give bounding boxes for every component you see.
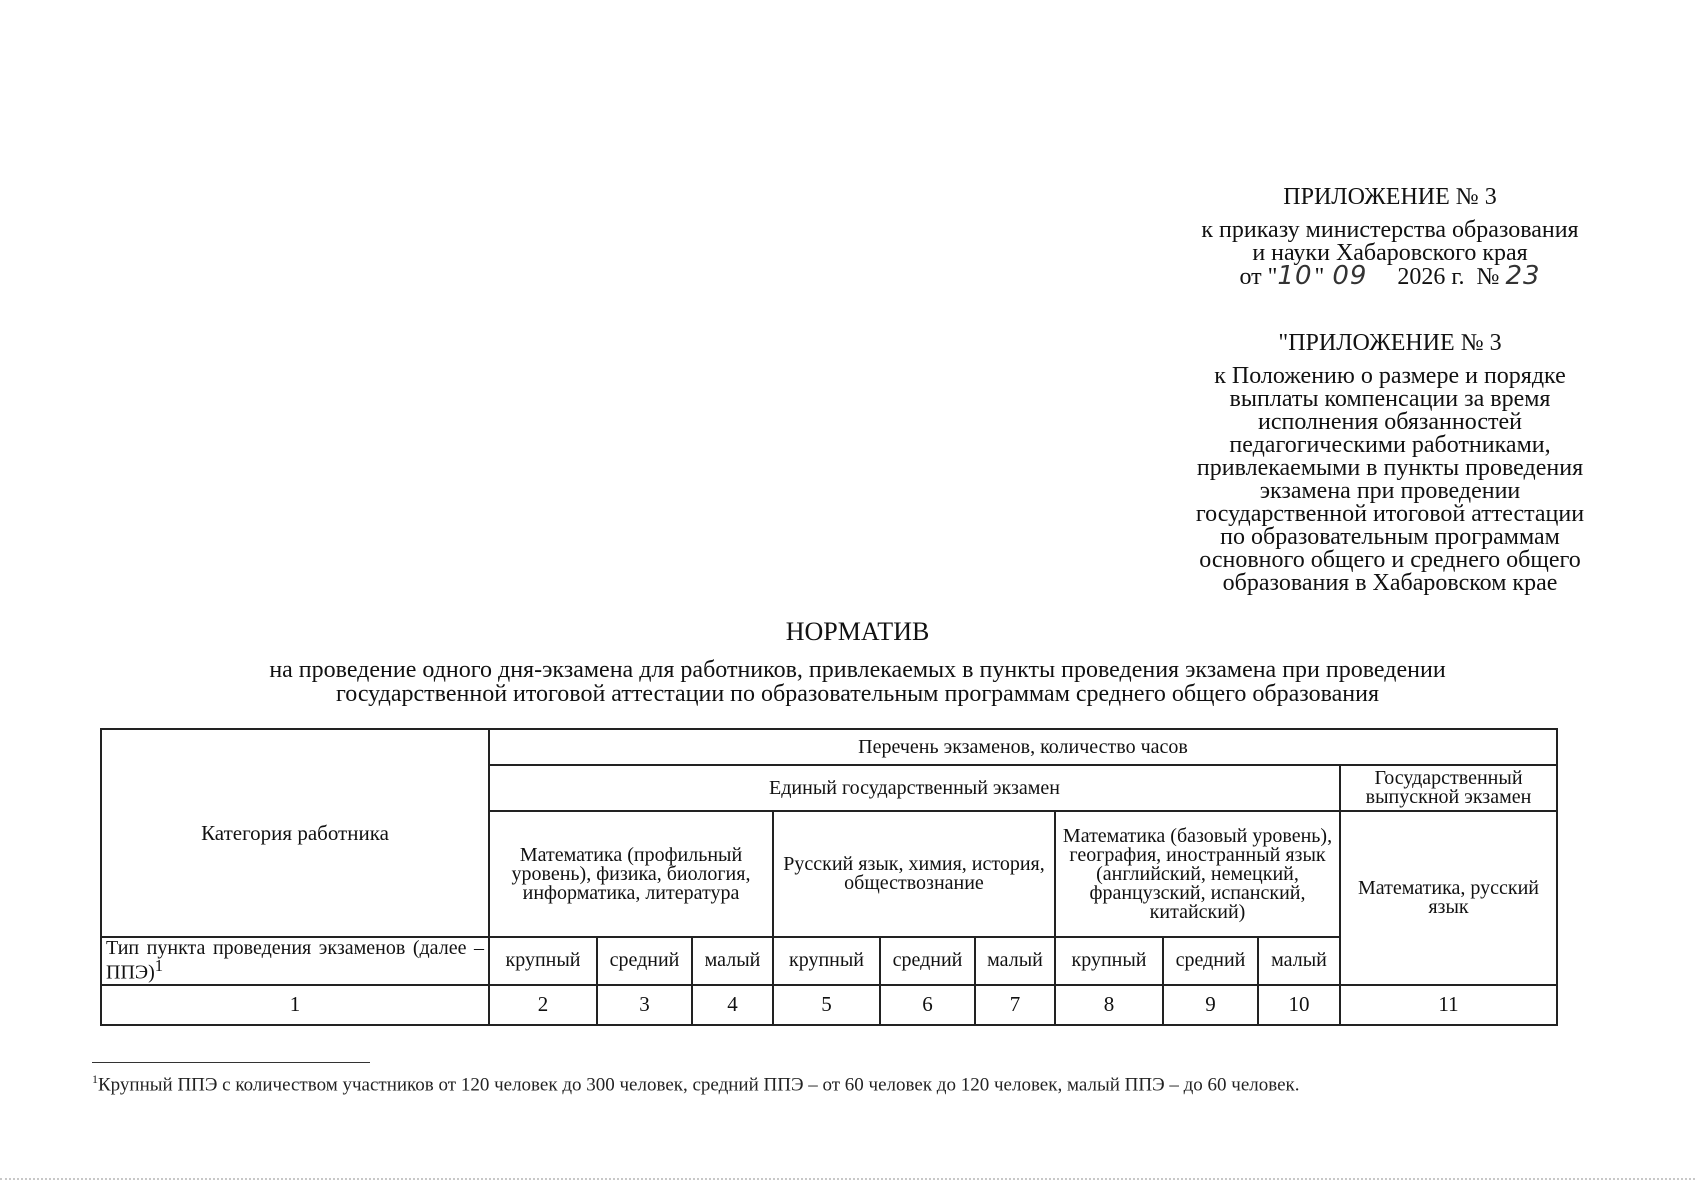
ppe-size-cell: крупный	[489, 937, 597, 985]
subject-group-3: Математика (базовый уровень), география, иностранный язык (английский, немецкий, французский, испанский, китайский)	[1055, 811, 1340, 937]
regulation-appendix-title: "ПРИЛОЖЕНИЕ № 3	[1278, 330, 1502, 356]
ege-header: Единый государственный экзамен	[489, 765, 1340, 811]
ppe-size-cell: крупный	[1055, 937, 1163, 985]
footnote	[92, 1068, 1652, 1096]
regulation-line: образования в Хабаровском крае	[1222, 570, 1558, 596]
column-number-cell: 4	[692, 985, 773, 1025]
column-number-cell: 5	[773, 985, 880, 1025]
number-prefix: №	[1476, 264, 1500, 290]
ppe-size-cell: малый	[1258, 937, 1340, 985]
scan-edge-divider	[0, 1178, 1695, 1180]
category-header: Категория работника	[101, 729, 489, 937]
ppe-size-cell: средний	[880, 937, 975, 985]
ppe-type-text: Тип пункта проведения экзаменов (далее – ППЭ)	[106, 937, 484, 984]
order-appendix-block	[1160, 186, 1620, 289]
gve-header: Государственный выпускной экзамен	[1340, 765, 1557, 811]
order-appendix-line-2: и науки Хабаровского края	[1252, 240, 1528, 266]
exam-list-header: Перечень экзаменов, количество часов	[489, 729, 1557, 765]
date-year: 2026 г.	[1397, 264, 1465, 290]
regulation-appendix-block	[1160, 332, 1620, 595]
column-number-cell: 11	[1340, 985, 1557, 1025]
ppe-size-cell: малый	[692, 937, 773, 985]
regulation-line: к Положению о размере и порядке	[1214, 363, 1566, 389]
column-number-cell: 7	[975, 985, 1055, 1025]
ppe-size-cell: крупный	[773, 937, 880, 985]
column-number-cell: 6	[880, 985, 975, 1025]
document-heading	[80, 617, 1635, 707]
date-quote: "	[1314, 264, 1325, 290]
column-number-cell: 3	[597, 985, 692, 1025]
order-date-line	[1160, 261, 1620, 291]
regulation-line: выплаты компенсации за время	[1229, 386, 1551, 412]
footnote-separator	[92, 1062, 370, 1063]
subject-group-1: Математика (профильный уровень), физика, биология, информатика, литература	[489, 811, 773, 937]
regulation-line: исполнения обязанностей	[1258, 409, 1522, 435]
ppe-size-cell: средний	[1163, 937, 1258, 985]
heading-title: НОРМАТИВ	[785, 617, 930, 646]
ppe-footnote-mark: 1	[154, 956, 164, 975]
column-number-cell: 2	[489, 985, 597, 1025]
order-appendix-line-1: к приказу министерства образования	[1201, 217, 1579, 243]
gve-subjects: Математика, русский язык	[1340, 811, 1557, 985]
column-number-cell: 1	[101, 985, 489, 1025]
regulation-line: экзамена при проведении	[1259, 478, 1521, 504]
footnote-mark: 1	[92, 1072, 98, 1086]
column-number-cell: 9	[1163, 985, 1258, 1025]
heading-subtitle-line-2: государственной итоговой аттестации по образовательным программам среднего общего образования	[335, 681, 1380, 707]
ppe-type-label	[101, 937, 489, 985]
regulation-line: педагогическими работниками,	[1229, 432, 1551, 458]
ppe-size-cell: малый	[975, 937, 1055, 985]
regulation-line: основного общего и среднего общего	[1199, 547, 1581, 573]
footnote-text: Крупный ППЭ с количеством участников от 120 человек до 300 человек, средний ППЭ – от 60 человек до 120 человек, малый ППЭ – до 60 человек.	[98, 1074, 1300, 1096]
order-number-handwritten: 23	[1505, 261, 1541, 291]
date-month-handwritten: 09	[1332, 261, 1368, 291]
order-appendix-title: ПРИЛОЖЕНИЕ № 3	[1283, 184, 1497, 210]
regulation-line: государственной итоговой аттестации	[1195, 501, 1585, 527]
date-prefix: от "	[1239, 264, 1278, 290]
ppe-size-cell: средний	[597, 937, 692, 985]
heading-subtitle-line-1: на проведение одного дня-экзамена для работников, привлекаемых в пункты проведения экзамена при проведении	[269, 657, 1446, 683]
subject-group-2: Русский язык, химия, история, обществознание	[773, 811, 1055, 937]
regulation-line: по образовательным программам	[1220, 524, 1560, 550]
column-number-cell: 10	[1258, 985, 1340, 1025]
regulation-line: привлекаемыми в пункты проведения	[1196, 455, 1584, 481]
date-day-handwritten: 10	[1277, 261, 1313, 291]
column-number-cell: 8	[1055, 985, 1163, 1025]
norm-table	[100, 728, 1558, 1026]
